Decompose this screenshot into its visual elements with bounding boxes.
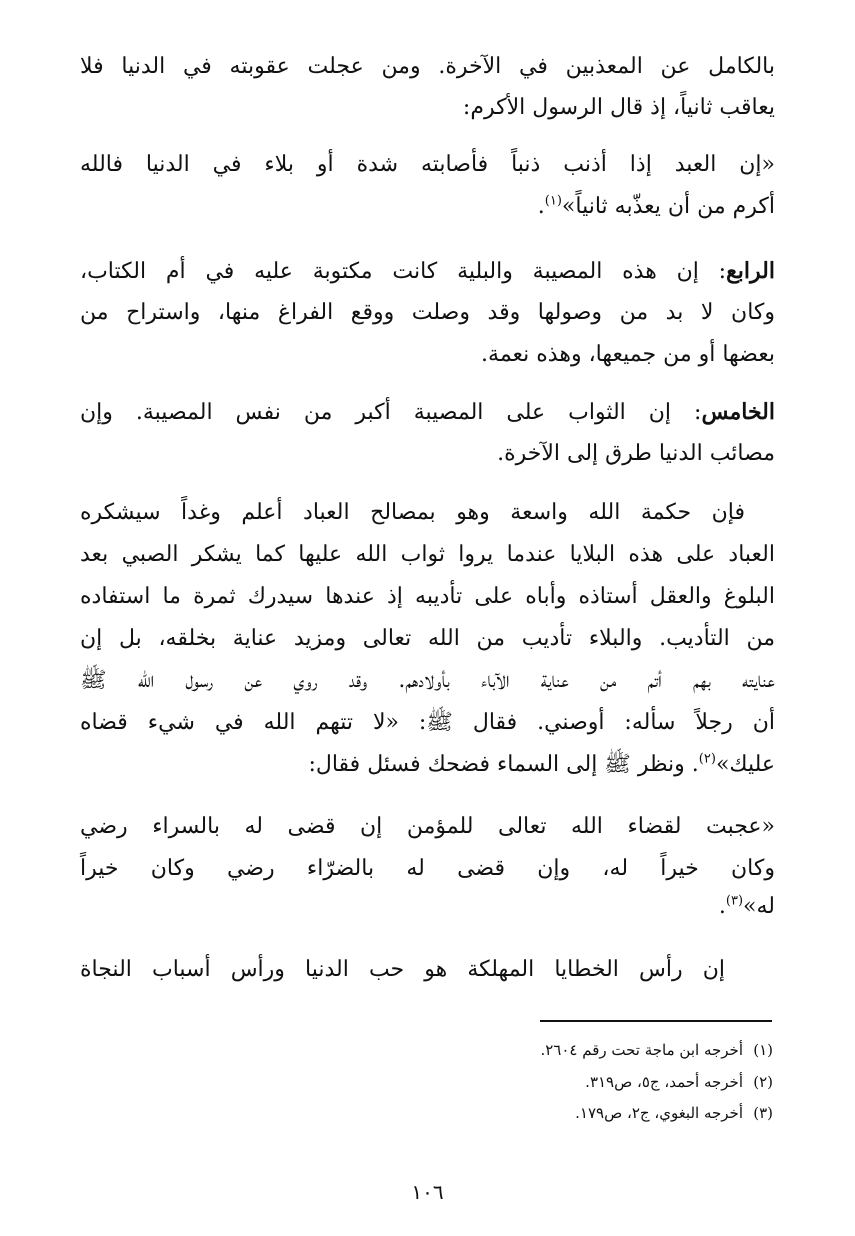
text-line-1: بالكامل عن المعذبين في الآخرة. ومن عجلت عقوبته في الدنيا فلا	[80, 54, 775, 79]
paragraph-wisdom-line-6: أن رجلاً سأله: أوصني. فقال ﷺ: «لا تتهم الله في شيء قضاه	[80, 710, 775, 735]
paragraph-wisdom-line-3: البلوغ والعقل أستاذه وأباه على تأديبه إذ عندها سيدرك ثمرة ما استفاده	[80, 584, 775, 609]
quote2-line-2: وكان خيراً له، وإن قضى له بالضرّاء رضي وكان خيراً	[80, 856, 775, 881]
paragraph-wisdom-line-4: من التأديب. والبلاء تأديب من الله تعالى ومزيد عناية بخلقه، بل إن	[80, 626, 775, 651]
paragraph-text: : إن هذه المصيبة والبلية كانت مكتوبة عليه في أم الكتاب،	[80, 259, 727, 284]
footnote-number: (١)	[753, 1041, 773, 1059]
paragraph-text: : إن الثواب على المصيبة أكبر من نفس المصيبة. وإن	[80, 400, 702, 425]
footnote-ref-2: (٢)	[698, 751, 716, 767]
text-line-2: يعاقب ثانياً، إذ قال الرسول الأكرم:	[462, 95, 775, 120]
heading-fifth: الخامس	[701, 399, 775, 425]
paragraph-fourth-line-1	[80, 256, 775, 287]
paragraph-fifth-line-1	[80, 397, 775, 428]
paragraph-wisdom-line-5: عنايته بهم أتم من عناية الآباء بأولادهم. وقد روي عن رسول الله ﷺ	[80, 668, 775, 693]
quote-text: له»	[743, 894, 775, 919]
heading-fourth: الرابع	[726, 258, 775, 284]
footnote-number: (٣)	[753, 1104, 773, 1122]
quote2-line-3	[80, 892, 775, 922]
period: .	[718, 894, 726, 919]
footnote-text: أخرجه البغوي، ج٢، ص١٧٩.	[575, 1104, 743, 1122]
footnote-number: (٢)	[753, 1073, 773, 1091]
paragraph-last-line-1: إن رأس الخطايا المهلكة هو حب الدنيا ورأس أسباب النجاة	[80, 957, 725, 982]
quote-end: عليك»	[715, 752, 775, 777]
footnote-text: أخرجه أحمد، ج٥، ص٣١٩.	[585, 1073, 743, 1091]
footnote-1	[540, 1040, 773, 1060]
quote2-line-1: «عجبت لقضاء الله تعالى للمؤمن إن قضى له بالسراء رضي	[80, 814, 775, 839]
period: .	[537, 194, 545, 219]
quote-text: أكرم من أن يعذّبه ثانياً»	[561, 194, 775, 219]
paragraph-wisdom-line-1: فإن حكمة الله واسعة وهو بمصالح العباد أعلم وغداً سيشكره	[80, 500, 745, 525]
footnote-2	[585, 1072, 773, 1092]
footnote-ref-3: (٣)	[725, 893, 744, 909]
footnote-text: أخرجه ابن ماجة تحت رقم ٢٦٠٤.	[540, 1041, 743, 1059]
quote-line-1: «إن العبد إذا أذنب ذنباً فأصابته شدة أو بلاء في الدنيا فالله	[80, 152, 775, 177]
paragraph-fifth-line-2: مصائب الدنيا طرق إلى الآخرة.	[497, 441, 775, 466]
paragraph-wisdom-line-2: العباد على هذه البلايا عندما يروا ثواب الله عليها كما يشكر الصبي بعد	[80, 542, 775, 567]
footnote-ref-1: (١)	[544, 193, 562, 209]
quote-line-2	[80, 192, 775, 222]
footnote-divider	[540, 1020, 772, 1022]
paragraph-fourth-line-3: بعضها أو من جميعها، وهذه نعمة.	[481, 342, 775, 367]
paragraph-wisdom-line-7	[80, 750, 775, 780]
paragraph-text: . ونظر ﷺ إلى السماء فضحك فسئل فقال:	[308, 752, 699, 777]
paragraph-fourth-line-2: وكان لا بد من وصولها وقد وصلت ووقع الفراغ منها، واستراح من	[80, 300, 775, 325]
footnote-3	[575, 1103, 773, 1123]
page-number: ١٠٦	[411, 1180, 444, 1204]
